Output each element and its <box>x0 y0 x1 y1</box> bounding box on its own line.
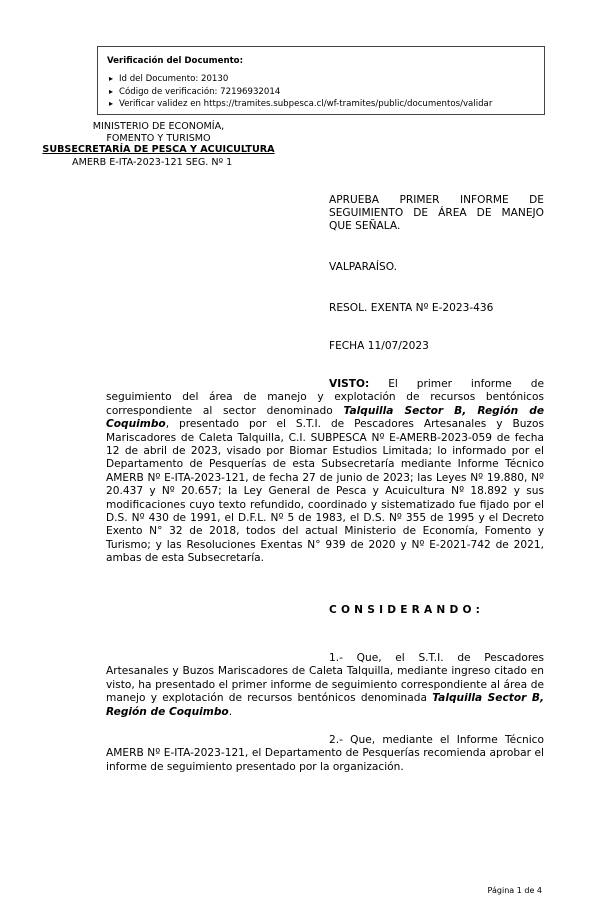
verification-code: ▸ Código de verificación: 72196932014 <box>119 86 544 99</box>
subsecretaria-name: SUBSECRETARÍA DE PESCA Y ACUICULTURA <box>42 144 275 155</box>
visto-text-b: , presentado por el S.T.I. de Pescadores Artesanales y Buzos Mariscadores de Caleta Talquilla, C.I. SUBPESCA Nº E-AMERB-2023-059 de fecha 12 de abril de 2023, visado por Biomar Estudios Limitada; lo informado por el Departamento de Pesquerías de esta Subsecretaría mediante Informe Técnico AMERB Nº E-ITA-2023-121, de fecha 27 de junio de 2023; las Leyes Nº 19.880, Nº 20.437 y Nº 20.657; la Ley General de Pesca y Acuicultura Nº 18.892 y sus modificaciones cuyo texto refundido, coordinado y sistematizado fue fijado por el D.S. Nº 430 de 1991, el D.F.L. Nº 5 de 1983, el D.S. Nº 355 de 1995 y el Decreto Exento N° 32 de 2018, todos del actual Ministerio de Economía, Fomento y Turismo; y las Resoluciones Exentas N° 939 de 2020 y Nº E-2021-742 de 2021, ambas de esta Subsecretaría. <box>106 418 544 565</box>
document-reference: AMERB E-ITA-2023-121 SEG. Nº 1 <box>72 157 233 168</box>
p1-text-b: . <box>228 705 233 718</box>
verification-box <box>97 46 545 115</box>
ministry-line1: MINISTERIO DE ECONOMÍA, <box>92 121 225 132</box>
p2-text: 2.- Que, mediante el Informe Técnico AMERB Nº E-ITA-2023-121, el Departamento de Pesquerías recomienda aprobar el informe de seguimiento presentado por la organización. <box>106 734 544 773</box>
verification-url[interactable]: ▸ Verificar validez en https://tramites.subpesca.cl/wf-tramites/public/documentos/validar <box>119 98 544 111</box>
visto-text-a: El primer informe de seguimiento del área de manejo y explotación de recursos bentónicos correspondiente al sector denominado <box>106 378 544 417</box>
considerando-paragraph-2 <box>106 734 544 774</box>
verification-title: Verificación del Documento: <box>107 56 244 66</box>
visto-paragraph <box>106 378 544 566</box>
resolution-title <box>329 194 544 234</box>
title-line3: QUE SEÑALA. <box>329 220 401 233</box>
page-number: Página 1 de 4 <box>487 886 542 895</box>
visto-label: VISTO: <box>329 378 370 390</box>
p1-text-a: 1.- Que, el S.T.I. de Pescadores Artesanales y Buzos Mariscadores de Caleta Talquilla, mediante ingreso citado en visto, ha presentado el primer informe de seguimiento correspondiente al área de manejo y explotación de recursos bentónicos denominada <box>106 652 544 705</box>
document-id: ▸ Id del Documento: 20130 <box>119 73 544 86</box>
title-line2: SEGUIMIENTO DE ÁREA DE MANEJO <box>329 207 544 220</box>
visto-area-name: Talquilla Sector B, Región de Coquimbo <box>106 404 545 431</box>
ministry-line2: FOMENTO Y TURISMO <box>106 132 211 144</box>
verification-list <box>107 73 544 111</box>
p1-area-name: Talquilla Sector B, Región de Coquimbo <box>106 692 544 718</box>
resolution-number: RESOL. EXENTA Nº E-2023-436 <box>329 302 494 314</box>
resolution-date: FECHA 11/07/2023 <box>329 340 429 352</box>
ministry-header <box>36 121 281 156</box>
considerando-paragraph-1 <box>106 652 544 719</box>
title-line1: APRUEBA PRIMER INFORME DE <box>329 194 544 206</box>
considerando-heading: CONSIDERANDO: <box>329 604 485 616</box>
city: VALPARAÍSO. <box>329 261 397 273</box>
